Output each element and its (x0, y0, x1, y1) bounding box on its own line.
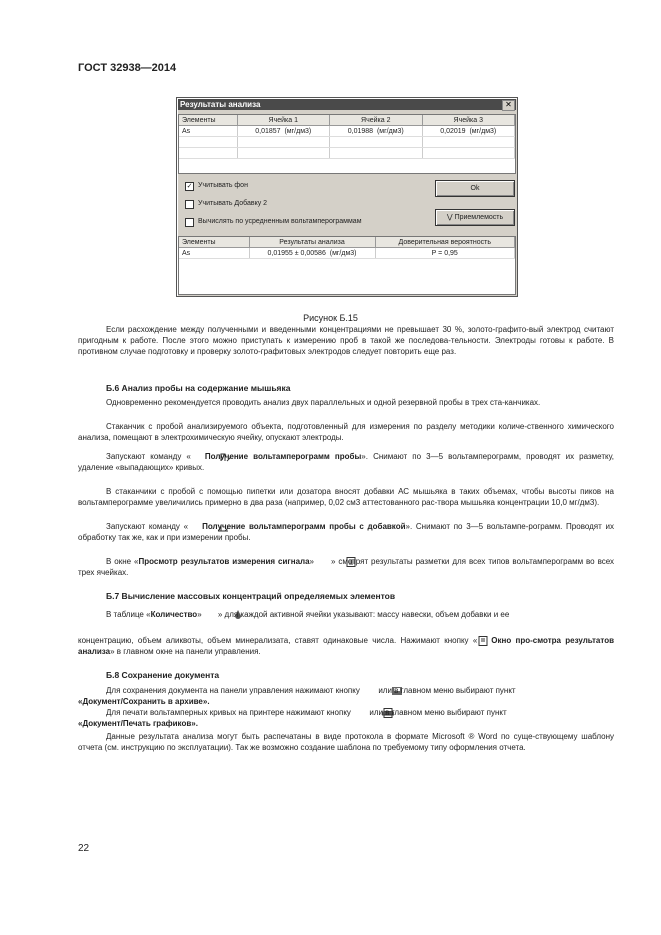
checkbox-label: Вычислять по усредненным вольтамперограммам (198, 218, 362, 225)
figure-caption: Рисунок Б.15 (303, 313, 358, 323)
results-table (178, 236, 516, 295)
checkbox-box[interactable] (185, 218, 194, 227)
checkbox-label: Учитывать Добавку 2 (198, 200, 268, 207)
section-title-b6: Б.6 Анализ пробы на содержание мышьяка (106, 383, 291, 393)
paragraph: В таблице «Количество» » для каждой активной ячейки указывают: массу навески, объем добавки и ее (106, 610, 510, 619)
probability-value: P = 0,95 (375, 248, 515, 259)
paragraph: Запускают команду « Получение вольтамперограмм пробы с добавкой». Снимают по 3—5 вольтампе-рограмм. Проводят их обработку так же, как и при измерении пробы. (78, 522, 614, 542)
cell-3-value: 0,02019 (мг/дм3) (422, 126, 515, 137)
checkbox-box[interactable] (185, 200, 194, 209)
drop-icon (204, 610, 218, 620)
analysis-results-window (176, 97, 518, 297)
col-cell-3: Ячейка 3 (422, 115, 515, 126)
col-elements: Элементы (179, 237, 249, 248)
window-title (178, 99, 516, 110)
acceptability-button[interactable] (435, 209, 515, 226)
checkbox-addition-2[interactable] (185, 199, 267, 209)
col-probability: Доверительная вероятность (375, 237, 515, 248)
element-cell: As (179, 126, 237, 137)
checkbox-label: Учитывать фон (198, 182, 248, 189)
col-elements: Элементы (179, 115, 237, 126)
cells-table (178, 114, 516, 174)
page-number: 22 (78, 843, 90, 854)
section-title-b7: Б.7 Вычисление массовых концентраций определяемых элементов (106, 591, 396, 601)
cell-2-value: 0,01988 (мг/дм3) (330, 126, 423, 137)
printer-icon (353, 708, 367, 718)
paragraph: Запускают команду « Получение вольтамперограмм пробы». Снимают по 3—5 вольтамперограмм, проводят их разметку, удаление «выпадающих» кривых. (78, 452, 615, 472)
close-icon[interactable]: ✕ (502, 100, 515, 111)
cell-1-value: 0,01857 (мг/дм3) (237, 126, 330, 137)
col-cell-1: Ячейка 1 (237, 115, 330, 126)
ok-button[interactable]: Ok (435, 180, 515, 197)
window-title-text: Результаты анализа (180, 100, 261, 109)
double-chevron-icon: ⋁ (446, 214, 453, 221)
paragraph: Если расхождение между полученными и введенными концентрациями не превышает 30 %, золото-графито-вый электрод считают пригодным к работе. После этого можно приступать к измерению проб в такой же последова-тельности. Электроды готовы к работе. В противном случае подготовку и проверку золото-графитовых электродов следует повторить еще раз. (78, 325, 614, 356)
paragraph: В стаканчики с пробой с помощью пипетки или дозатора вносят добавки АС мышьяка в таких объемах, чтобы высоты пиков на вольтамперограмме увеличились примерно в два раза (например, 0,02 см3 аттестованного рас-твора мышьяка концентрации 10,0 мг/дм3). (78, 487, 614, 507)
table-row[interactable] (179, 248, 515, 259)
paragraph: Данные результата анализа могут быть распечатаны в виде протокола в формате Microsoft ® Word по суще-ствующему шаблону отчета (см. инструкцию по эксплуатации). Так же возможно создание шаблона по требуемому типу оформления отчета. (78, 732, 614, 752)
element-cell: As (179, 248, 249, 259)
table-row[interactable] (179, 126, 515, 137)
save-archive-icon (362, 686, 376, 696)
paragraph: концентрацию, объем аликвоты, объем минерализата, ставят одинаковые числа. Нажимают кнопку « Окно про-смотра результатов анализа» в главном окне на панели управления. (78, 636, 615, 656)
document-header: ГОСТ 32938—2014 (78, 62, 177, 74)
paragraph: Одновременно рекомендуется проводить анализ двух параллельных и одной резервной пробы в трех ста-канчиках. (106, 398, 541, 407)
paragraph: Для сохранения документа на панели управления нажимают кнопку или в главном меню выбирают пункт «Документ/Сохранить в архиве». (78, 686, 516, 706)
col-results: Результаты анализа (249, 237, 375, 248)
checkbox-background[interactable] (185, 181, 248, 191)
paragraph: В окне «Просмотр результатов измерения сигнала» » смотрят результаты разметки для всех типов вольтамперограмм во всех трех ячейках. (78, 557, 615, 577)
view-signal-icon (317, 557, 331, 567)
checkbox-averaged[interactable] (185, 217, 362, 227)
acceptability-label: Приемлемость (454, 214, 504, 221)
col-cell-2: Ячейка 2 (330, 115, 423, 126)
results-window-icon (477, 636, 491, 646)
voltammogram-addition-icon (188, 522, 202, 532)
section-title-b8: Б.8 Сохранение документа (106, 670, 220, 680)
paragraph: Для печати вольтамперных кривых на принтере нажимают кнопку или в главном меню выбирают пункт «Документ/Печать графиков». (78, 708, 507, 728)
voltammogram-icon (191, 452, 205, 462)
result-value: 0,01955 ± 0,00586 (мг/дм3) (249, 248, 375, 259)
checkbox-box[interactable]: ✓ (186, 182, 193, 190)
paragraph: Стаканчик с пробой анализируемого объекта, подготовленный для измерения по разделу методики количе-ственного химического анализа, помещают в электрохимическую ячейку, опускают электроды. (78, 422, 614, 442)
